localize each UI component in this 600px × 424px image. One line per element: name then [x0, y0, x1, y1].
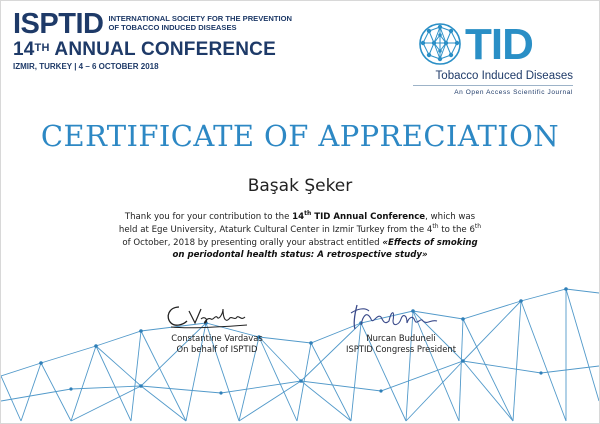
body-part-2: , which was held at Ege University, Ataturk Cultural Center in Izmir Turkey from the: [118, 212, 476, 235]
signature-buduneli: [347, 299, 443, 335]
signatory-left-name: Constantine Vardavas: [171, 333, 263, 343]
journal-name: Tobacco Induced Diseases: [435, 70, 573, 82]
conference-title-suffix: TH: [34, 42, 50, 54]
abstract-title: «Effects of smoking on periodontal health status: A retrospective study»: [172, 237, 478, 261]
conference-venue: IZMIR, TURKEY | 4 – 6 OCTOBER 2018: [13, 62, 159, 71]
conference-title-ordinal: 14: [13, 39, 35, 60]
conference-reference-suffix: th: [304, 210, 312, 218]
conference-acronym: ISPTID: [13, 8, 104, 40]
body-part-4: of October, 2018 by presenting orally your abstract entitled: [122, 237, 383, 248]
society-line-1: INTERNATIONAL SOCIETY FOR THE PREVENTION: [108, 14, 292, 23]
recipient-name: Başak Şeker: [247, 176, 353, 196]
signatory-right-name: Nurcan Buduneli: [366, 333, 436, 343]
journal-tagline: An Open Access Scientific Journal: [454, 89, 573, 96]
society-line-2: OF TOBACCO INDUCED DISEASES: [108, 23, 237, 32]
certificate-title: CERTIFICATE OF APPRECIATION: [40, 119, 560, 153]
conference-reference-name: TID Annual Conference: [311, 212, 426, 222]
signatory-right: [321, 333, 481, 355]
journal-acronym: TID: [465, 20, 533, 69]
network-decoration: [1, 1, 599, 423]
end-date-suffix: th: [474, 222, 482, 230]
conference-title-rest: ANNUAL CONFERENCE: [49, 39, 276, 60]
start-date: 4: [426, 224, 433, 235]
start-date-suffix: th: [432, 222, 439, 230]
conference-reference-ordinal: 14: [292, 212, 305, 222]
end-date: 6: [469, 224, 475, 235]
signature-vardavas: [161, 299, 251, 333]
signatory-left: [142, 333, 292, 355]
body-part-3: to the: [438, 224, 470, 235]
signatory-right-role: ISPTID Congress President: [346, 344, 456, 354]
signatory-left-role: On behalf of ISPTID: [176, 344, 258, 354]
body-part-1: Thank you for your contribution to the: [124, 212, 293, 222]
